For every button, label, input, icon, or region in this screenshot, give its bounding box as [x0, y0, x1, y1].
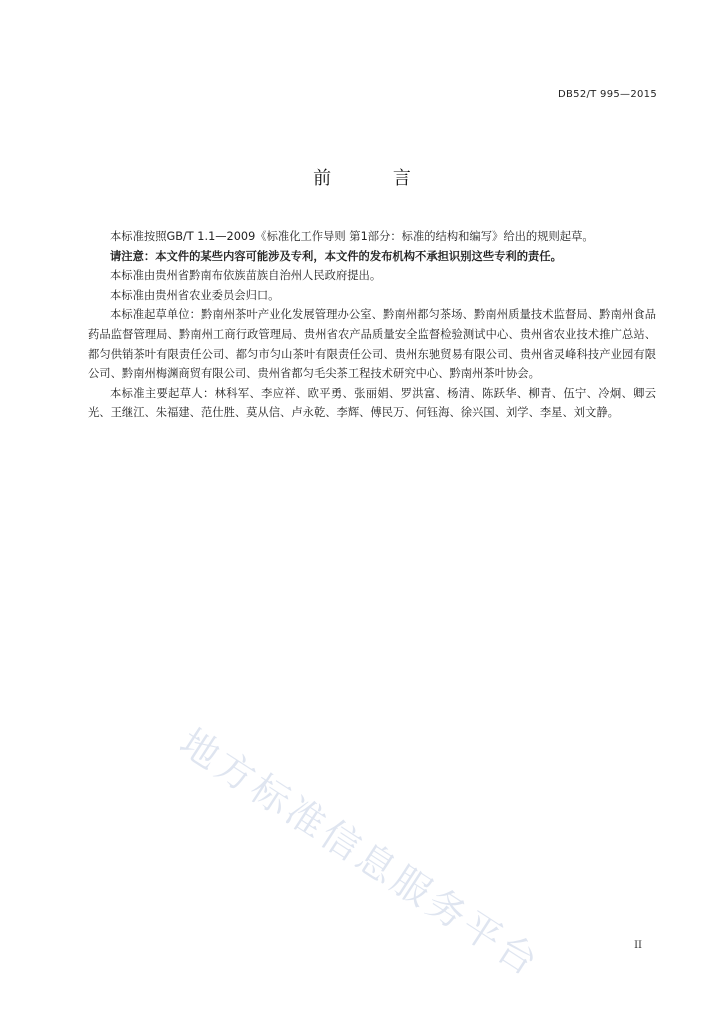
standard-code: DB52/T 995—2015 — [558, 89, 657, 100]
page-title: 前 言 — [313, 168, 439, 189]
paragraph-drafters: 本标准主要起草人：林科军、李应祥、欧平勇、张丽娟、罗洪富、杨清、陈跃华、柳青、伍宁、冷炯、卿云光、王继江、朱福建、范仕胜、莫从信、卢永乾、李辉、傅民万、何钰海、徐兴国、刘学、李星、刘文静。 — [88, 386, 656, 420]
foreword-body — [88, 227, 656, 423]
paragraph-patent-notice: 请注意：本文件的某些内容可能涉及专利，本文件的发布机构不承担识别这些专利的责任。 — [110, 249, 562, 263]
watermark: 地方标准信息服务平台 — [172, 719, 549, 986]
paragraph-drafting-rules: 本标准按照GB/T 1.1—2009《标准化工作导则 第1部分：标准的结构和编写》给出的规则起草。 — [110, 230, 594, 243]
paragraph-drafting-units: 本标准起草单位：黔南州茶叶产业化发展管理办公室、黔南州都匀茶场、黔南州质量技术监督局、黔南州食品药品监督管理局、黔南州工商行政管理局、贵州省农产品质量安全监督检验测试中心、贵州省农业技术推广总站、都匀供销茶叶有限责任公司、都匀市匀山茶叶有限责任公司、贵州东驰贸易有限公司、贵州省灵峰科技产业园有限公司、黔南州梅渊商贸有限公司、贵州省都匀毛尖茶工程技术研究中心、黔南州茶叶协会。 — [88, 308, 656, 381]
page-number: II — [634, 940, 642, 951]
paragraph-proposer: 本标准由贵州省黔南布依族苗族自治州人民政府提出。 — [110, 269, 382, 283]
paragraph-centralized-by: 本标准由贵州省农业委员会归口。 — [110, 288, 280, 302]
